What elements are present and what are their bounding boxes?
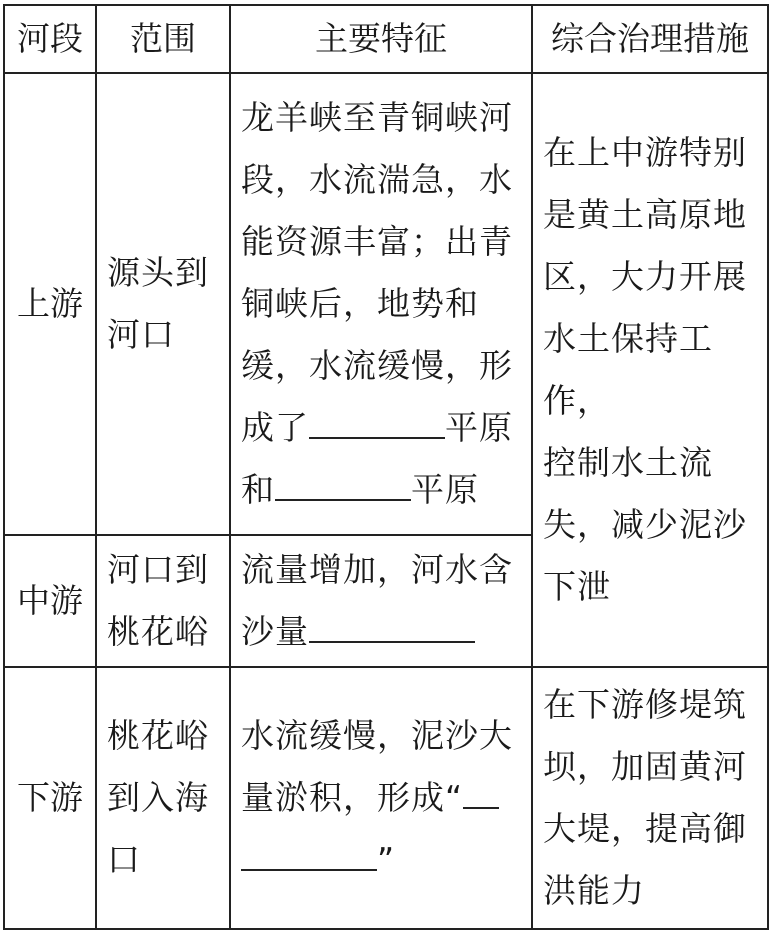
features-middle-line-2	[241, 601, 527, 663]
cell-measures-upper-middle	[532, 73, 768, 667]
table-header-row	[4, 5, 768, 73]
answer-blank-river-part-1[interactable]	[463, 777, 499, 809]
features-upper-line-4: 铜峡后，地势和	[241, 284, 479, 323]
features-upper-line-5: 缓，水流缓慢，形	[241, 346, 513, 385]
answer-blank-plain-2[interactable]	[275, 469, 411, 501]
features-upper-line-6-pre: 成了	[241, 408, 309, 447]
cell-measures-lower	[532, 667, 768, 929]
range-middle-text: 河口到 桃花峪	[107, 550, 209, 651]
header-measures: 综合治理措施	[532, 5, 768, 73]
measures-upper-middle-text: 在上中游特别 是黄土高原地 区，大力开展 水土保持工作， 控制水土流 失，减少泥沙 下泄	[543, 133, 747, 606]
section-lower-label: 下游	[17, 778, 83, 817]
features-lower-line-2-pre: 量淤积，形成“	[241, 778, 464, 817]
table-row-lower-reach	[4, 667, 768, 929]
section-middle-label: 中游	[17, 581, 83, 620]
table-row-upper-reach	[4, 73, 768, 535]
answer-blank-river-part-2[interactable]	[241, 839, 377, 871]
features-upper-line-2: 段，水流湍急，水	[241, 160, 513, 199]
header-features: 主要特征	[230, 5, 532, 73]
features-lower-line-3	[241, 829, 527, 891]
features-upper-line-3: 能资源丰富；出青	[241, 222, 513, 261]
cell-section-lower	[4, 667, 96, 929]
yellow-river-governance-table	[3, 4, 769, 930]
features-upper-line-7	[241, 459, 527, 521]
features-upper-line-6	[241, 397, 527, 459]
governance-table-container	[3, 4, 767, 926]
section-upper-label: 上游	[17, 284, 83, 323]
features-upper-line-6-post: 平原	[445, 408, 513, 447]
cell-features-middle	[230, 535, 532, 667]
features-middle-line-1: 流量增加，河水含	[241, 550, 513, 589]
cell-features-lower	[230, 667, 532, 929]
answer-blank-plain-1[interactable]	[309, 407, 445, 439]
range-upper-text: 源头到 河口	[107, 253, 209, 354]
cell-section-upper	[4, 73, 96, 535]
answer-blank-sediment[interactable]	[309, 611, 475, 643]
measures-lower-text: 在下游修堤筑 坝，加固黄河 大堤，提高御 洪能力	[543, 685, 747, 910]
features-lower-line-1: 水流缓慢，泥沙大	[241, 716, 513, 755]
cell-range-lower	[96, 667, 230, 929]
features-upper-line-7-post: 平原	[411, 470, 479, 509]
features-lower-line-3-post: ”	[377, 840, 396, 879]
cell-features-upper	[230, 73, 532, 535]
cell-range-middle	[96, 535, 230, 667]
features-lower-line-2	[241, 767, 527, 829]
cell-section-middle	[4, 535, 96, 667]
features-upper-line-1: 龙羊峡至青铜峡河	[241, 98, 513, 137]
header-range: 范围	[96, 5, 230, 73]
features-upper-line-7-pre: 和	[241, 470, 275, 509]
range-lower-text: 桃花峪 到入海 口	[107, 716, 209, 879]
cell-range-upper	[96, 73, 230, 535]
header-section: 河段	[4, 5, 96, 73]
features-middle-line-2-pre: 沙量	[241, 612, 309, 651]
